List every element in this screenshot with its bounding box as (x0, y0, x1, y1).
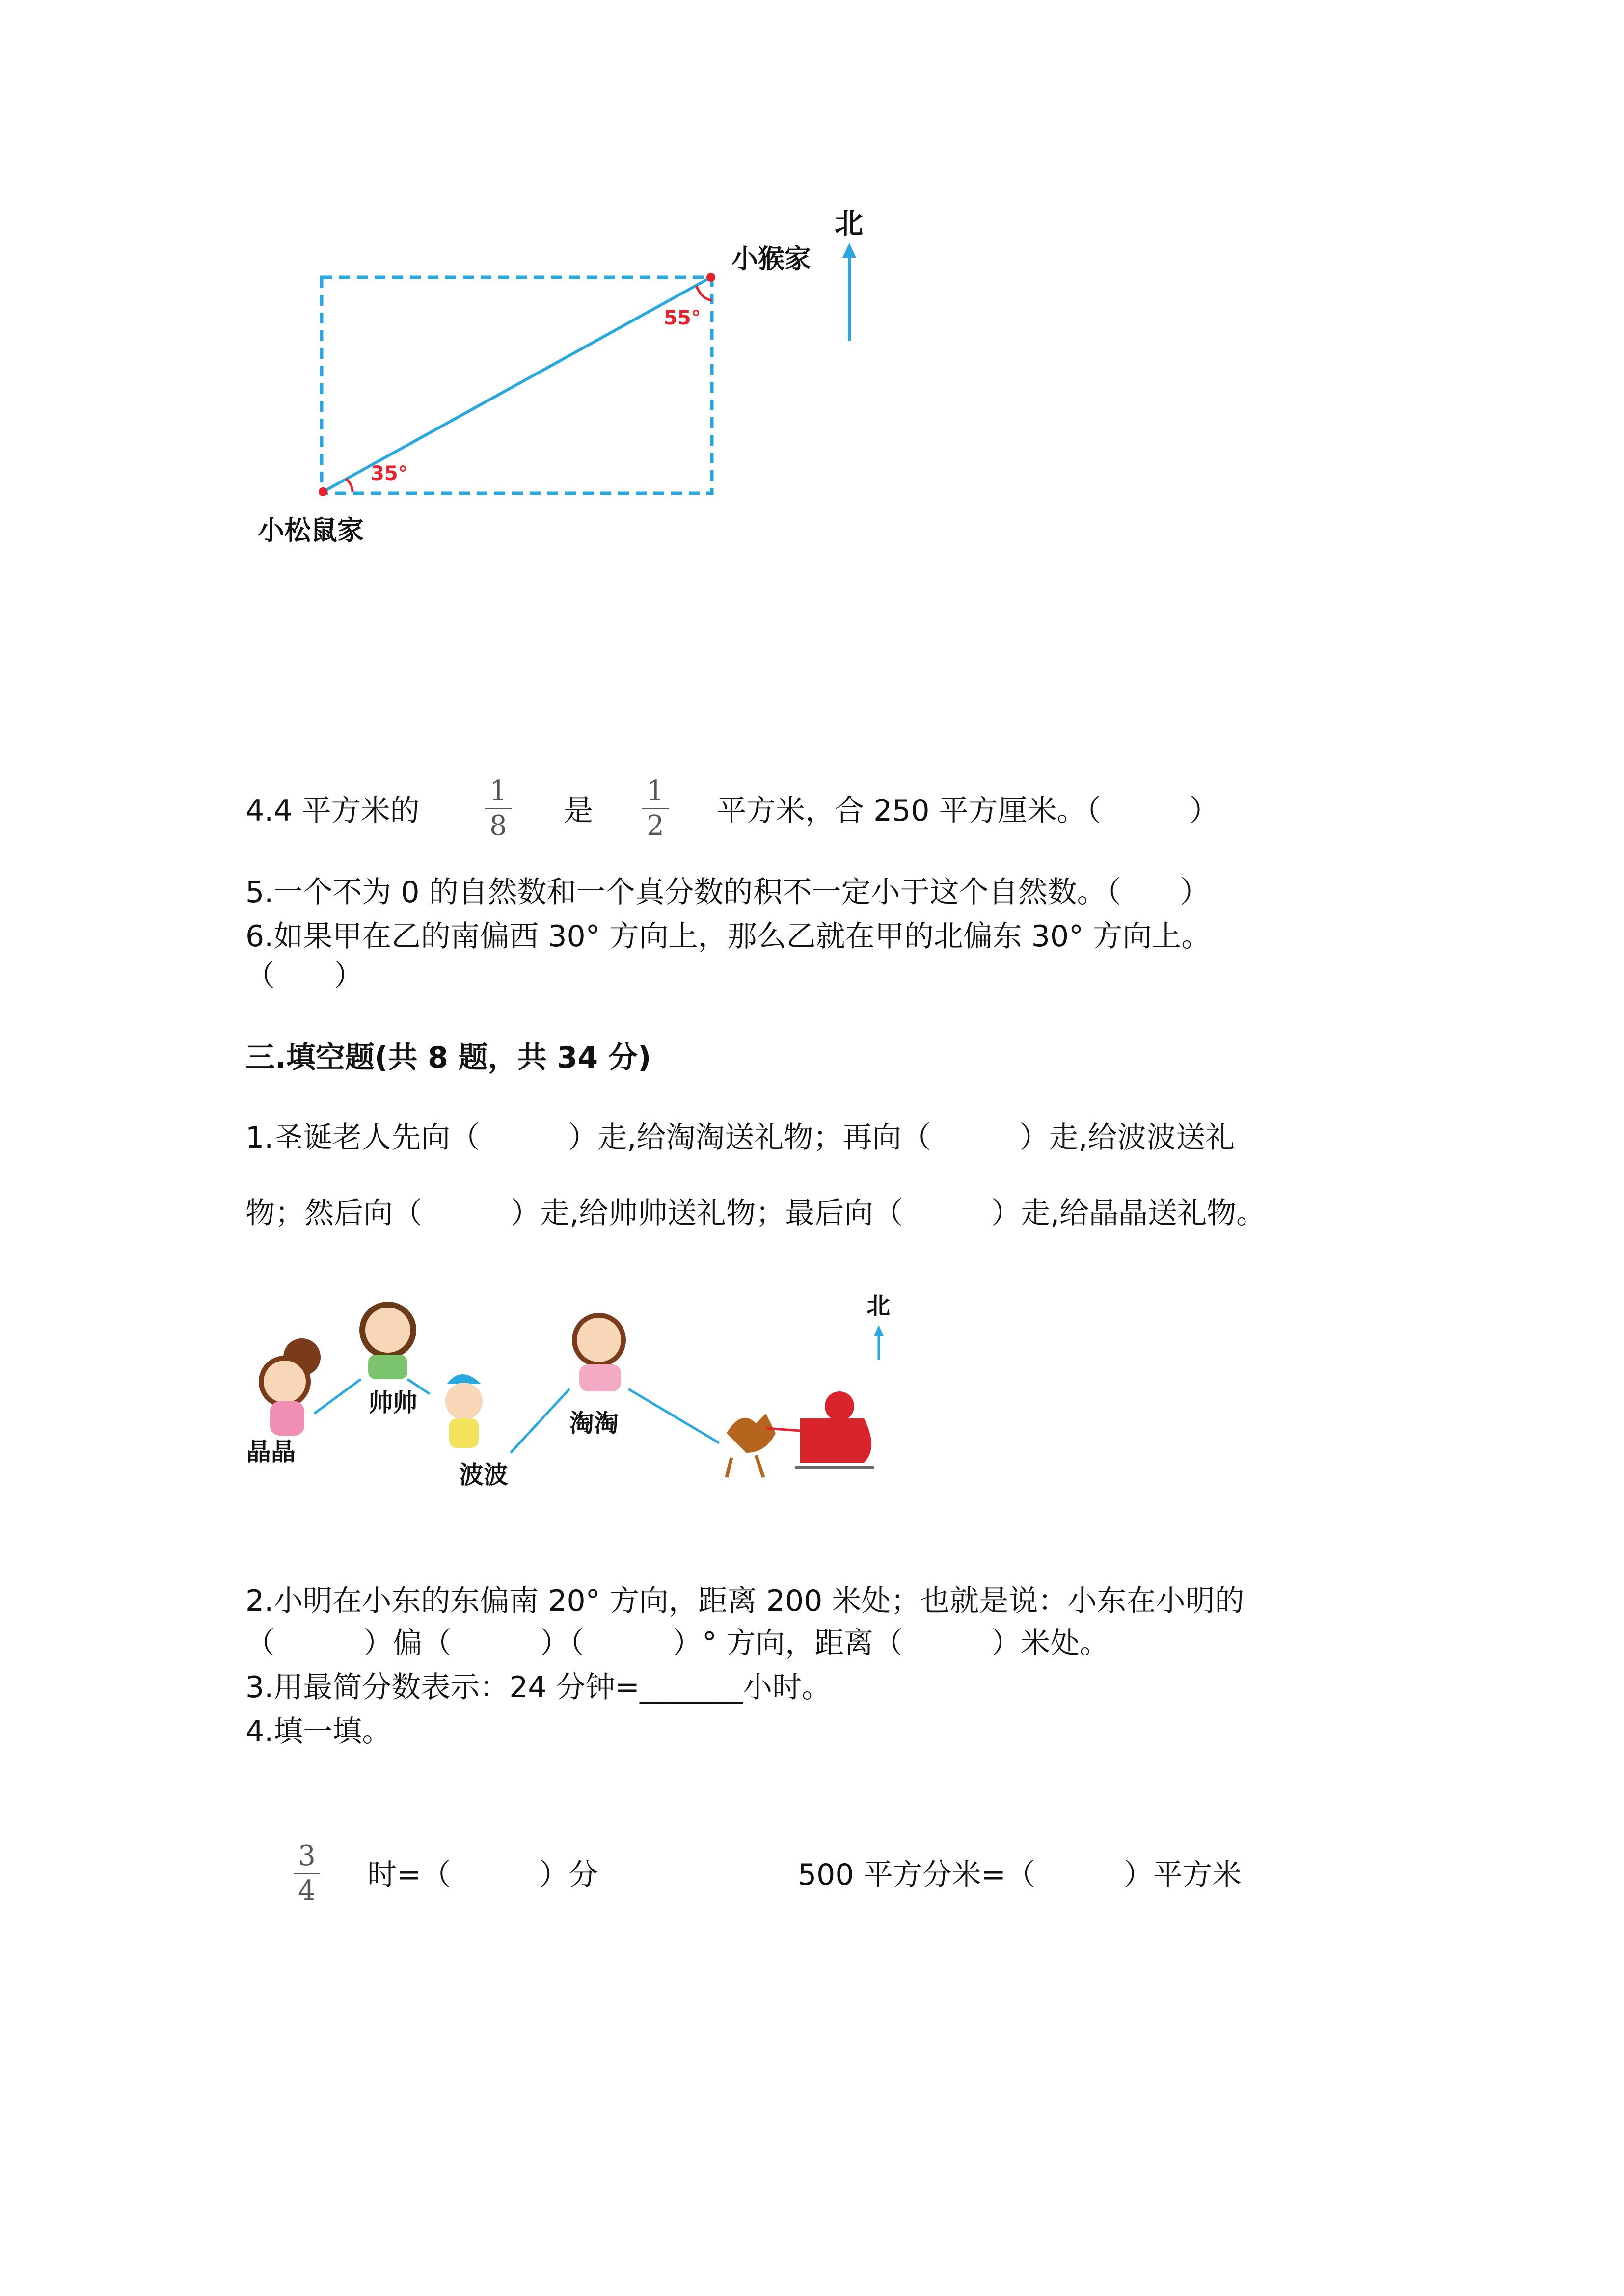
fraction-denominator: 2 (647, 810, 664, 842)
taotao-figure (574, 1315, 623, 1391)
judge-q4-suffix: 平方米，合 250 平方厘米。（ ） (717, 794, 1219, 828)
monkey-home-label: 小猴家 (731, 243, 811, 274)
north-arrow-head (874, 1325, 884, 1336)
jingjing-figure (261, 1338, 321, 1436)
jingjing-label: 晶晶 (246, 1438, 296, 1466)
north-arrow-head (842, 243, 856, 258)
shuaishuai-label: 帅帅 (368, 1388, 417, 1417)
route-picture (236, 1286, 923, 1512)
shuaishuai-figure (362, 1305, 413, 1379)
angle-arc-top (696, 286, 712, 300)
route-line-1 (314, 1379, 361, 1414)
connecting-line (323, 277, 711, 492)
judge-question-5: 5.一个不为 0 的自然数和一个真分数的积不一定小于这个自然数。（ ） (245, 875, 1210, 909)
fraction-numerator: 3 (298, 1840, 316, 1872)
section-3-title: 三.填空题(共 8 题，共 34 分) (245, 1041, 651, 1075)
bobo-label: 波波 (459, 1461, 508, 1489)
north-label: 北 (866, 1292, 891, 1320)
fraction-3-4 (290, 1842, 324, 1906)
fill-question-4: 4.填一填。 (245, 1714, 392, 1749)
taotao-label: 淘淘 (569, 1409, 619, 1438)
judge-q4-prefix: 4.4 平方米的 (245, 794, 420, 828)
north-label: 北 (835, 207, 864, 240)
fill-question-1-line2: 物；然后向（ ）走,给帅帅送礼物；最后向（ ）走,给晶晶送礼物。 (245, 1196, 1266, 1230)
monkey-home-dot (706, 273, 715, 282)
angle-bottom-label: 35° (371, 462, 408, 485)
direction-diagram (0, 0, 1624, 589)
fill-question-1-line1: 1.圣诞老人先向（ ）走,给淘淘送礼物；再向（ ）走,给波波送礼 (245, 1121, 1235, 1155)
fraction-1-8 (481, 776, 515, 841)
route-line-3 (511, 1389, 569, 1453)
fraction-numerator: 1 (489, 775, 507, 807)
fraction-numerator: 1 (647, 775, 664, 807)
fraction-bar (294, 1873, 320, 1874)
bobo-figure (445, 1374, 483, 1448)
angle-top-label: 55° (664, 307, 701, 329)
fraction-denominator: 4 (298, 1875, 316, 1907)
squirrel-home-label: 小松鼠家 (258, 515, 364, 546)
judge-question-6-line1: 6.如果甲在乙的南偏西 30° 方向上，那么乙就在甲的北偏东 30° 方向上。 (245, 919, 1211, 954)
route-picture-svg (236, 1286, 923, 1512)
fill-area-conversion: 500 平方分米=（ ）平方米 (798, 1858, 1242, 1892)
fraction-bar (642, 808, 669, 809)
fill-question-2-line1: 2.小明在小东的东偏南 20° 方向，距离 200 米处；也就是说：小东在小明的 (245, 1584, 1245, 1618)
judge-q4-mid: 是 (564, 794, 593, 828)
route-line-4 (628, 1389, 719, 1443)
fill-question-2-line2: （ ）偏（ ）（ ）° 方向，距离（ ）米处。 (245, 1626, 1110, 1660)
judge-question-6-line2: （ ） (245, 959, 363, 993)
direction-diagram-svg (0, 0, 1624, 589)
fraction-bar (485, 808, 512, 809)
fill-hours-to-minutes: 时=（ ）分 (367, 1858, 598, 1892)
squirrel-home-dot (319, 487, 327, 496)
angle-arc-bottom (346, 479, 352, 492)
fraction-denominator: 8 (489, 810, 507, 842)
fill-question-3: 3.用最简分数表示：24 分钟=_______小时。 (245, 1670, 831, 1705)
fraction-1-2 (638, 776, 673, 841)
santa-sleigh (727, 1391, 874, 1477)
